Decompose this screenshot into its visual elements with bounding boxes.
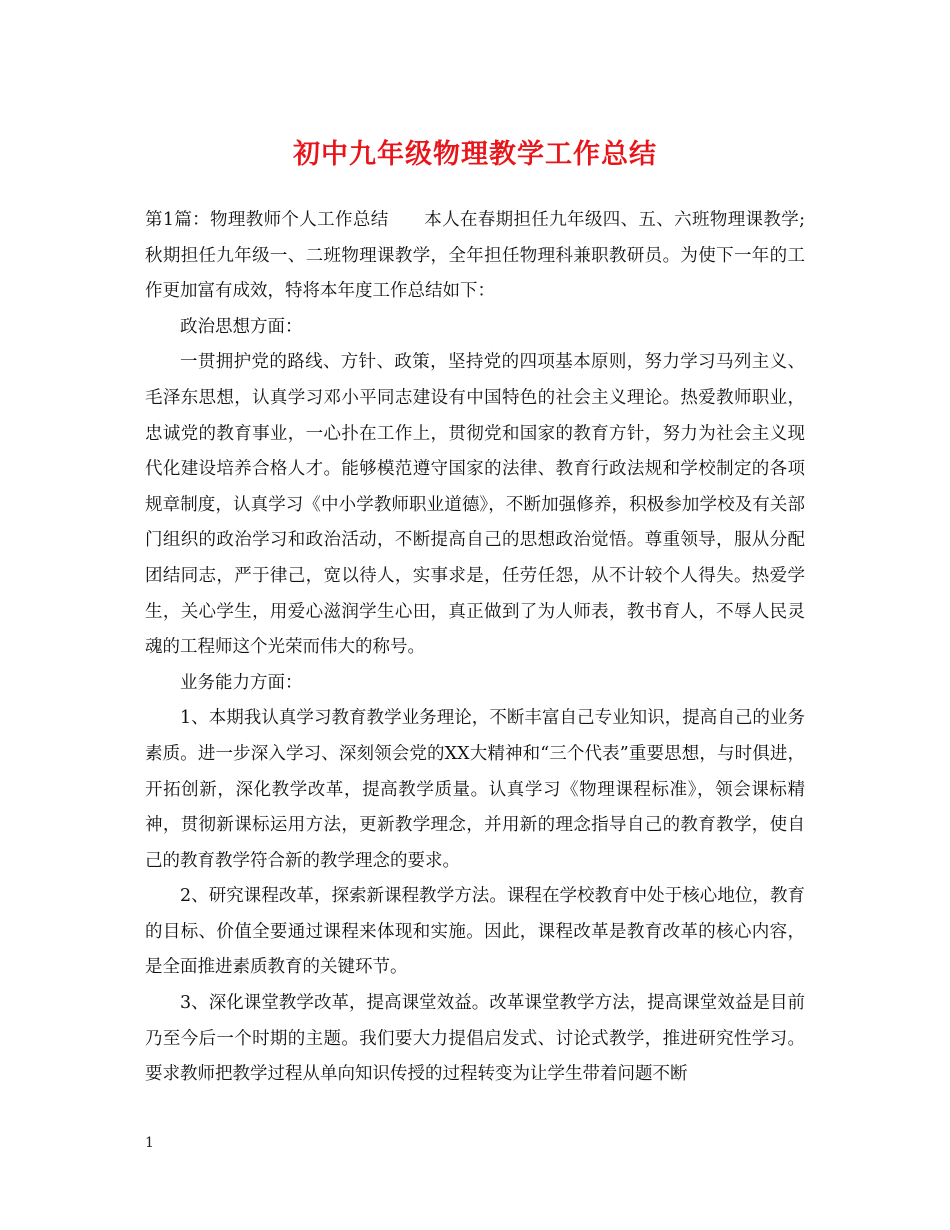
paragraph-politics: 一贯拥护党的路线、方针、政策，坚持党的四项基本原则，努力学习马列主义、毛泽东思想，认真学习邓小平同志建设有中国特色的社会主义理论。热爱教师职业，忠诚党的教育事业，一心扑在工作上，贯彻党和国家的教育方针，努力为社会主义现代化建设培养合格人才。能够模范遵守国家的法律、教育行政法规和学校制定的各项规章制度，认真学习《中小学教师职业道德》，不断加强修养，积极参加学校及有关部门组织的政治学习和政治活动，不断提高自己的思想政治觉悟。尊重领导，服从分配团结同志，严于律己，宽以待人，实事求是，任劳任怨，从不计较个人得失。热爱学生，关心学生，用爱心滋润学生心田，真正做到了为人师表，教书育人，不辱人民灵魂的工程师这个光荣而伟大的称号。 (145, 352, 805, 658)
paragraph-item-3: 3、深化课堂教学改革，提高课堂效益。改革课堂教学方法，提高课堂效益是目前乃至今后一个时期的主题。我们要大力提倡启发式、讨论式教学，推进研究性学习。要求教师把教学过程从单向知识传授的过程转变为让学生带着问题不断 (145, 993, 805, 1085)
paragraph-intro: 第1篇：物理教师个人工作总结 本人在春期担任九年级四、五、六班物理课教学;秋期担任九年级一、二班物理课教学，全年担任物理科兼职教研员。为使下一年的工作更加富有成效，特将本年度工作总结如下： (145, 210, 805, 302)
section-heading-politics: 政治思想方面： (180, 316, 303, 337)
section-heading-ability: 业务能力方面： (180, 672, 303, 693)
document-body (145, 203, 805, 1093)
page-number: 1 (145, 1135, 154, 1151)
document-title: 初中九年级物理教学工作总结 (293, 139, 657, 170)
paragraph-item-2: 2、研究课程改革，探索新课程教学方法。课程在学校教育中处于核心地位，教育的目标、价值全要通过课程来体现和实施。因此，课程改革是教育改革的核心内容，是全面推进素质教育的关键环节。 (145, 886, 805, 978)
paragraph-item-1: 1、本期我认真学习教育教学业务理论，不断丰富自己专业知识，提高自己的业务素质。进一步深入学习、深刻领会党的XX大精神和“三个代表”重要思想，与时俱进，开拓创新，深化教学改革，提高教学质量。认真学习《物理课程标准》，领会课标精神，贯彻新课标运用方法，更新教学理念，并用新的理念指导自己的教育教学，使自己的教育教学符合新的教学理念的要求。 (145, 708, 805, 871)
